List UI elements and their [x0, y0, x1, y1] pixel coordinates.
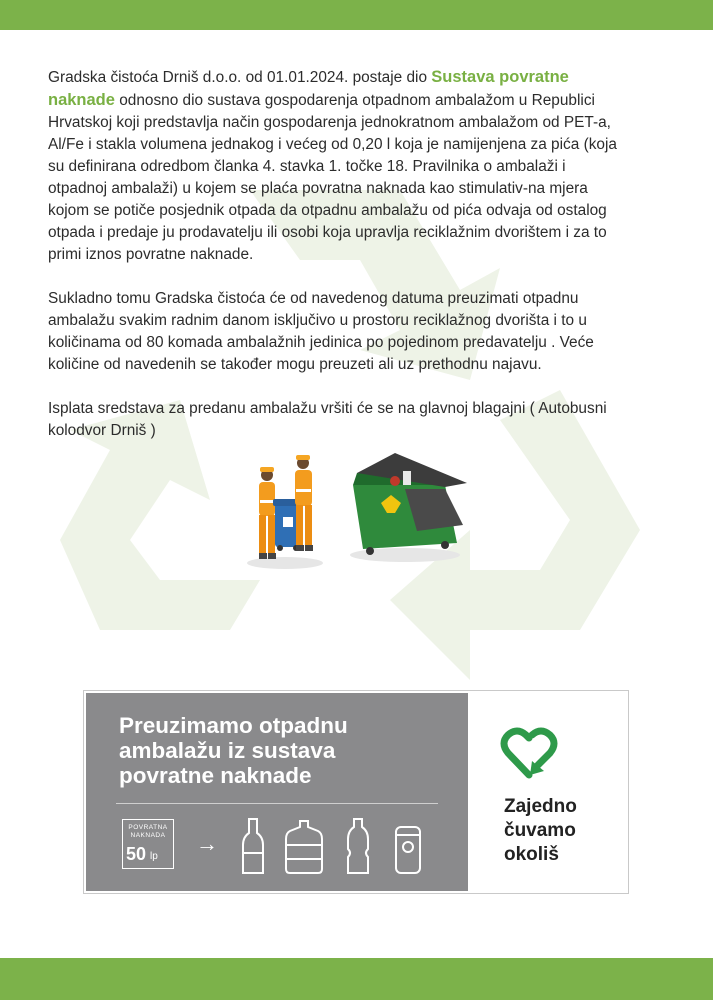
- deposit-banner: [83, 690, 629, 894]
- paragraph-1-start: Gradska čistoća Drniš d.o.o. od 01.01.2024. postaje dio: [48, 69, 432, 86]
- banner-title-line-2: ambalažu iz sustava: [119, 738, 336, 763]
- banner-title: [119, 713, 449, 788]
- plastic-bottle-icon: [348, 819, 368, 873]
- water-jug-icon: [286, 821, 322, 873]
- sustav-povratne-naknade-highlight: Sustava povratne naknade: [48, 68, 569, 109]
- badge-label-line-2: NAKNADA: [130, 832, 166, 839]
- slogan-line-1: Zajedno: [504, 796, 577, 817]
- worker-right-icon: [295, 455, 313, 551]
- green-container-icon: [353, 453, 467, 555]
- slogan-line-2: čuvamo: [504, 820, 576, 841]
- worker-left-icon: [259, 467, 276, 559]
- banner-divider: [116, 803, 438, 804]
- recycle-heart-icon: [500, 723, 558, 781]
- banner-title-line-3: povratne naknade: [119, 763, 312, 788]
- arrow-right-icon: →: [196, 831, 218, 856]
- paragraph-1: [48, 66, 623, 266]
- banner-left-panel: [86, 693, 468, 891]
- slogan: [504, 795, 624, 867]
- badge-amount: 50: [126, 844, 147, 864]
- paragraph-1-rest: odnosno dio sustava gospodarenja otpadnom ambalažom u Republici Hrvatskoj koji predstavlja način gospodarenja jednokratnom ambalažom od PET-a, Al/Fe i stakla volumena jednakog i većeg od 0,20 l koja je namijenjena za pića (koja su definirana odredbom članka 4. stavka 1. točke 18. Pravilnika o ambalaži i otpadnoj ambalaži) u kojem se plaća povratna naknada kao stimulativ-na mjera kojom se potiče posjednik otpada da otpadnu ambalažu od pića odvaja od ostalog otpada i predaje ju prodavatelju ili osobi koja upravlja reciklažnim dvorištem i za to primi iznos povratne naknade.: [48, 92, 617, 263]
- container-icons: [236, 815, 436, 877]
- bottom-green-band: [0, 958, 713, 1000]
- badge-label-line-1: POVRATNA: [128, 824, 168, 831]
- glass-bottle-icon: [243, 819, 263, 873]
- deposit-badge: [122, 819, 174, 869]
- banner-title-line-1: Preuzimamo otpadnu: [119, 713, 348, 738]
- body-text: [48, 66, 623, 464]
- workers-and-container-illustration: [245, 445, 475, 575]
- banner-right-panel: [470, 693, 626, 891]
- slogan-line-3: okoliš: [504, 844, 559, 865]
- badge-label: [123, 824, 173, 840]
- top-green-band: [0, 0, 713, 30]
- paragraph-2: Sukladno tomu Gradska čistoća će od navedenog datuma preuzimati otpadnu ambalažu svakim radnim danom isključivo u prostoru reciklažnog dvorišta i to u količinama od 80 komada ambalažnih jedinica po pojedinom predavatelju . Veće količine od navedenih se također mogu preuzeti ali uz prethodnu najavu.: [48, 290, 594, 373]
- paragraph-3: Isplata sredstava za predanu ambalažu vršiti će se na glavnoj blagajni ( Autobusni kolodvor Drniš ): [48, 400, 607, 439]
- can-icon: [396, 827, 420, 873]
- badge-unit: lp: [150, 851, 158, 862]
